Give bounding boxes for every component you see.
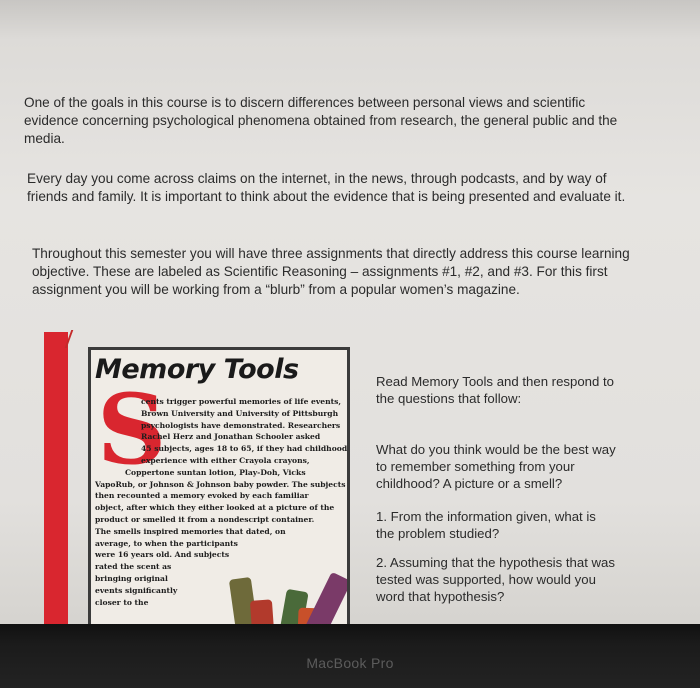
instructions-text: Read Memory Tools and then respond to the questions that follow: xyxy=(376,374,615,406)
magazine-line: Rachel Herz and Jonathan Schooler asked xyxy=(141,432,321,442)
magazine-line: average, to when the participants xyxy=(95,538,238,548)
magazine-title: Memory Tools xyxy=(95,354,299,385)
magazine-line: rated the scent as xyxy=(95,562,172,572)
magazine-clipping xyxy=(40,326,358,628)
drop-cap: S xyxy=(97,373,167,486)
evidence-paragraph: Every day you come across claims on the internet, in the news, through podcasts, and by way of friends and family. It is important to think about the evidence that is being presented and evaluate it. xyxy=(27,171,626,204)
magazine-line: were 16 years old. And subjects xyxy=(95,550,230,560)
magazine-line: cents trigger powerful memories of life events, xyxy=(141,397,342,406)
magazine-line: 45 subjects, ages 18 to 65, if they had childhood xyxy=(141,444,348,454)
assignment-paragraph: Throughout this semester you will have three assignments that directly address this course learning objective. These are labeled as Scientific Reasoning – assignments #1, #2, and #3. For this first assignment you will be working from a “blurb” from a popular women’s magazine. xyxy=(32,246,630,297)
magazine-line: object, after which they either looked at a picture of the xyxy=(95,503,335,513)
course-goal-paragraph: One of the goals in this course is to discern differences between personal views and scientific evidence concerning psychological phenomena obtained from research, the general public and the media. xyxy=(24,95,618,146)
question-2: 2. Assuming that the hypothesis that was tested was supported, how would you word that hypothesis? xyxy=(376,555,615,604)
magazine-line: The smells inspired memories that dated, on xyxy=(95,526,286,536)
magazine-line: closer to the xyxy=(95,597,149,607)
magazine-line: product or smelled it from a nondescript container. xyxy=(95,514,315,524)
magazine-line: then recounted a memory evoked by each familiar xyxy=(95,491,309,501)
laptop-brand-label: MacBook Pro xyxy=(306,655,394,671)
magazine-line: experience with either Crayola crayons, xyxy=(141,455,310,465)
magazine-blurb xyxy=(88,347,350,628)
red-margin-bar xyxy=(44,332,68,628)
question-1: 1. From the information given, what is the problem studied? xyxy=(376,509,596,541)
magazine-line: psychologists have demonstrated. Researchers xyxy=(141,420,341,430)
magazine-line: bringing original xyxy=(95,573,168,583)
magazine-line: Brown University and University of Pittsburgh xyxy=(141,408,339,418)
question-smell-or-picture: What do you think would be the best way to remember something from your childhood? A picture or a smell? xyxy=(376,442,616,491)
magazine-line: Coppertone suntan lotion, Play-Doh, Vicks xyxy=(125,467,306,477)
magazine-line: events significantly xyxy=(95,585,178,595)
magazine-line: VapoRub, or Johnson & Johnson baby powder. The subjects xyxy=(95,479,346,489)
crayons-illustration xyxy=(231,538,350,628)
